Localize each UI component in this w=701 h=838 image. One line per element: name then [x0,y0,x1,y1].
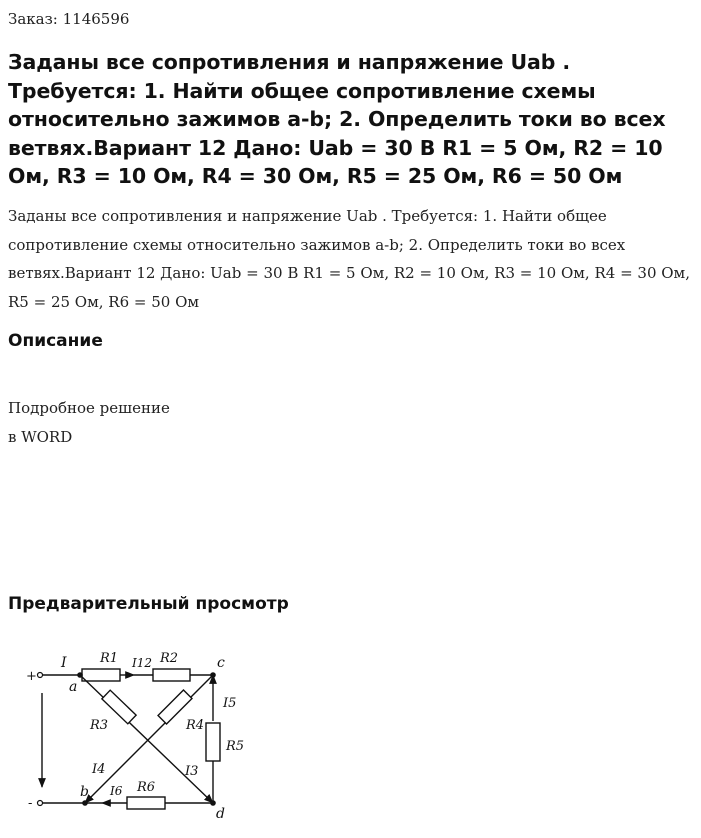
order-number: Заказ: 1146596 [8,10,130,28]
circuit-diagram [20,645,260,825]
current-i12-label: I12 [132,656,153,670]
resistor-r1-label: R1 [100,651,119,666]
resistor-r3-label: R3 [90,718,109,733]
node-d-dot [210,800,216,806]
current-i4-label: I4 [92,762,106,777]
node-d-label: d [216,806,225,822]
solution-line-2: в WORD [8,428,73,446]
resistor-r5 [206,723,220,761]
resistor-r2-label: R2 [160,651,179,666]
resistor-r6 [127,797,165,809]
node-a-dot [77,672,83,678]
description-heading: Описание [8,331,103,351]
terminal-minus-label: - [28,796,33,811]
node-a-label: a [69,679,78,695]
node-c-dot [210,672,216,678]
resistor-r6-label: R6 [137,780,156,795]
current-i-label: I [61,655,67,671]
terminal-minus-dot [38,801,43,806]
current-i3-label: I3 [185,764,199,779]
node-c-label: c [217,655,225,671]
current-i5-label: I5 [223,696,237,711]
solution-note [8,394,170,452]
resistor-r5-label: R5 [226,739,245,754]
terminal-wires [40,693,85,803]
node-b-label: b [80,784,89,800]
node-b-dot [82,800,88,806]
page-title: Заданы все сопротивления и напряжение Uab . Требуется: 1. Найти общее сопротивление схемы относительно зажимов a-b; 2. Определить токи во всех ветвях.Вариант 12 Дано: Uab = 30 В R1 = 5 Ом, R2 = 10 Ом, R3 = 10 Ом, R4 = 30 Ом, R5 = 25 Ом, R6 = 50 Ом [8,50,666,188]
terminal-plus-dot [38,673,43,678]
resistor-r1 [82,669,120,681]
resistor-r4-label: R4 [186,718,205,733]
current-i6-label: I6 [110,784,123,798]
terminal-plus-label: + [26,669,37,684]
resistor-r2 [153,669,190,681]
solution-line-1: Подробное решение [8,399,170,417]
task-description: Заданы все сопротивления и напряжение Uab . Требуется: 1. Найти общее сопротивление схемы относительно зажимов a-b; 2. Определить токи во всех ветвях.Вариант 12 Дано: Uab = 30 В R1 = 5 Ом, R2 = 10 Ом, R3 = 10 Ом, R4 = 30 Ом, R5 = 25 Ом, R6 = 50 Ом [8,207,690,311]
preview-heading: Предварительный просмотр [8,594,289,614]
